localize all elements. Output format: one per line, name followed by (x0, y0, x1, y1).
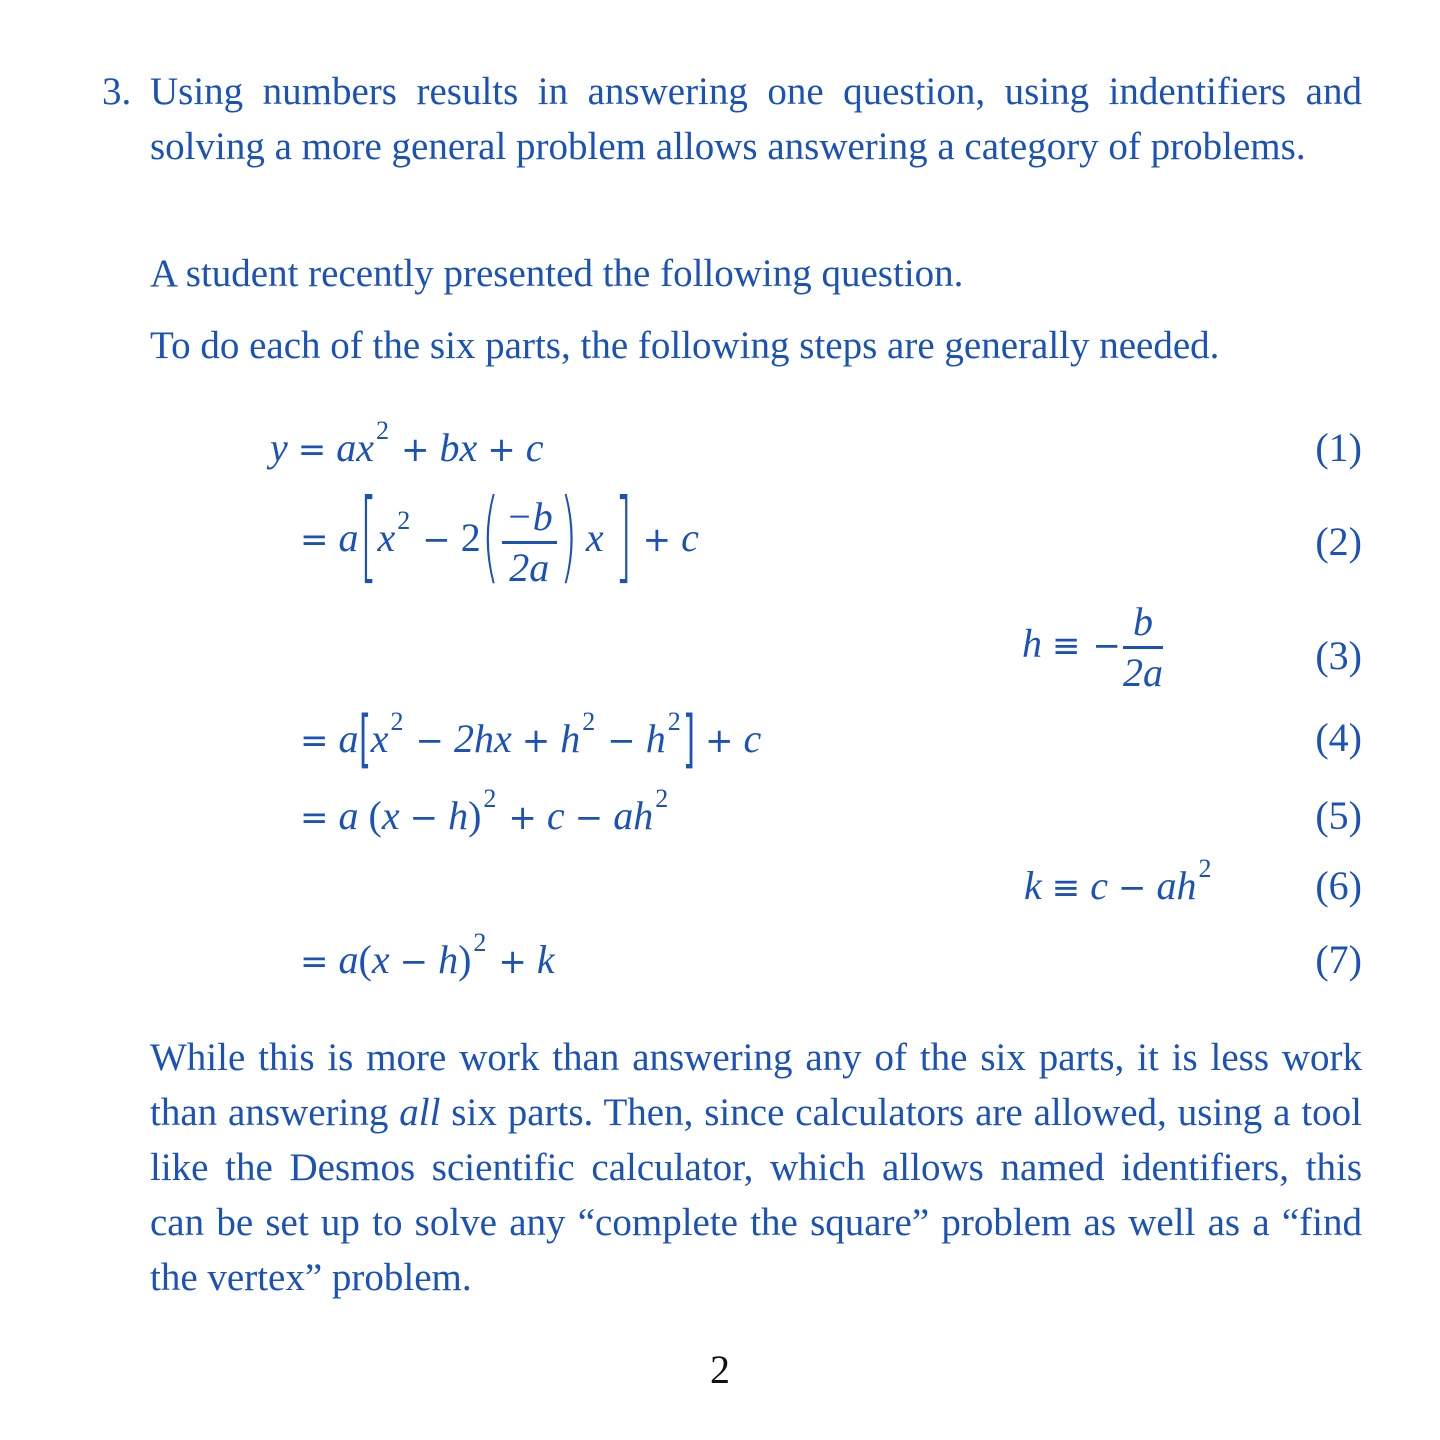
eq5-right-paren: ) (468, 793, 482, 838)
equation-2 (300, 477, 699, 594)
eq4-minus2: − (607, 721, 636, 762)
eq1-plus1: + (401, 430, 430, 470)
eq2-fraction (502, 493, 557, 590)
eq4-term2: 2hx (453, 716, 512, 762)
eq4-left-bracket: [ (358, 702, 371, 775)
eq1-term3: c (525, 425, 544, 470)
eq7-x: x (371, 937, 390, 982)
eq3-fraction (1123, 599, 1163, 695)
eq5-minus2: − (574, 798, 604, 838)
eq3-equiv: ≡ (1052, 625, 1081, 666)
equation-3 (1022, 599, 1165, 695)
eq7-plus: + (498, 942, 527, 982)
eq5-plus: + (508, 798, 537, 838)
eq1-equals: = (297, 430, 327, 470)
eq3-lhs: h (1022, 620, 1042, 666)
eq2-right-bracket: ] (614, 477, 632, 594)
eq7-left-paren: ( (358, 937, 372, 982)
eq2-left-bracket: [ (359, 477, 377, 594)
eq2-minus: − (422, 520, 451, 561)
closing-text-end: six parts. Then, since calculators are allowed, using a tool like the Desmos scientific calculator, which allows named identifiers, this can be set up to solve any “complete the square” problem as well as a “find the vertex” problem. (150, 1091, 1362, 1299)
eq6-exponent: 2 (1198, 854, 1212, 883)
eq4-c: c (743, 716, 762, 762)
eq7-minus: − (399, 942, 429, 982)
eq2-numerator: −b (502, 497, 557, 544)
eq4-h1: h (560, 716, 581, 762)
eq6-lhs: k (1024, 863, 1042, 908)
eq5-h: h (448, 793, 469, 838)
eq2-right-paren: ) (559, 477, 578, 594)
eq1-plus2: + (487, 430, 516, 470)
eq5-equals: = (300, 798, 329, 838)
eq6-ah: ah (1156, 863, 1197, 908)
eq2-plus: + (642, 520, 672, 561)
intro-paragraph: Using numbers results in answering one question, using indentifiers and solving a more general problem allows answering a category of problems. (150, 70, 1362, 168)
list-item-number: 3. (102, 70, 132, 113)
eq2-a: a (338, 515, 359, 561)
equation-4 (300, 702, 762, 775)
equation-number-1: (1) (1315, 425, 1362, 470)
equation-6 (1024, 854, 1214, 908)
eq2-left-paren: ( (481, 477, 500, 594)
eq4-exponent1: 2 (390, 707, 404, 737)
equation-number-6: (6) (1315, 863, 1362, 908)
closing-paragraph (150, 1030, 1362, 1305)
eq5-c: c (546, 793, 565, 838)
eq4-equals: = (300, 721, 329, 762)
eq5-left-paren: ( (368, 793, 382, 838)
eq3-numerator: b (1123, 602, 1163, 649)
eq1-term1: ax (336, 425, 375, 470)
closing-text-start: While this is more work than answering any of the six parts, it is less work than answering (150, 1036, 1362, 1134)
equation-5 (300, 784, 670, 838)
eq6-c: c (1090, 863, 1109, 908)
eq5-exponent1: 2 (483, 784, 497, 813)
eq5-a: a (338, 793, 359, 838)
eq6-minus: − (1118, 868, 1147, 908)
eq4-a: a (338, 716, 359, 762)
eq1-lhs: y (270, 425, 288, 470)
paragraph-student-question: A student recently presented the following question. (150, 252, 964, 295)
eq4-exponent3: 2 (667, 707, 681, 737)
eq7-k: k (536, 937, 555, 982)
eq4-x: x (370, 716, 389, 762)
eq4-right-bracket: ] (682, 702, 695, 775)
closing-emphasis: all (399, 1091, 441, 1134)
eq4-plus1: + (521, 721, 551, 762)
eq5-minus1: − (409, 798, 439, 838)
eq2-c: c (681, 515, 699, 561)
eq4-exponent2: 2 (582, 707, 596, 737)
eq7-h: h (438, 937, 459, 982)
eq2-x2: x (585, 515, 604, 561)
eq7-right-paren: ) (458, 937, 472, 982)
eq5-exponent2: 2 (655, 784, 669, 813)
equation-number-7: (7) (1315, 937, 1362, 982)
eq7-a: a (338, 937, 359, 982)
equation-number-5: (5) (1315, 793, 1362, 838)
eq2-x: x (377, 515, 396, 561)
eq7-exponent: 2 (473, 928, 487, 957)
eq1-term2: bx (439, 425, 478, 470)
eq3-minus: − (1092, 625, 1121, 666)
paragraph-steps: To do each of the six parts, the following steps are generally needed. (150, 324, 1220, 367)
page-number: 2 (710, 1347, 730, 1392)
eq5-x: x (381, 793, 400, 838)
eq2-denominator: 2a (509, 544, 550, 590)
equation-1 (270, 416, 544, 470)
eq2-equals: = (300, 520, 329, 561)
eq7-equals: = (300, 942, 329, 982)
eq5-ah: ah (613, 793, 654, 838)
equation-number-3: (3) (1315, 633, 1362, 678)
eq6-equiv: ≡ (1051, 868, 1081, 908)
equation-number-2: (2) (1315, 519, 1362, 564)
eq4-plus2: + (704, 721, 734, 762)
eq1-exponent: 2 (376, 416, 390, 445)
eq4-h2: h (645, 716, 666, 762)
equation-7 (300, 928, 555, 982)
eq2-two: 2 (460, 515, 481, 561)
equation-number-4: (4) (1315, 715, 1362, 760)
eq2-exponent: 2 (397, 506, 411, 536)
eq4-minus1: − (415, 721, 444, 762)
eq3-denominator: 2a (1123, 650, 1163, 695)
